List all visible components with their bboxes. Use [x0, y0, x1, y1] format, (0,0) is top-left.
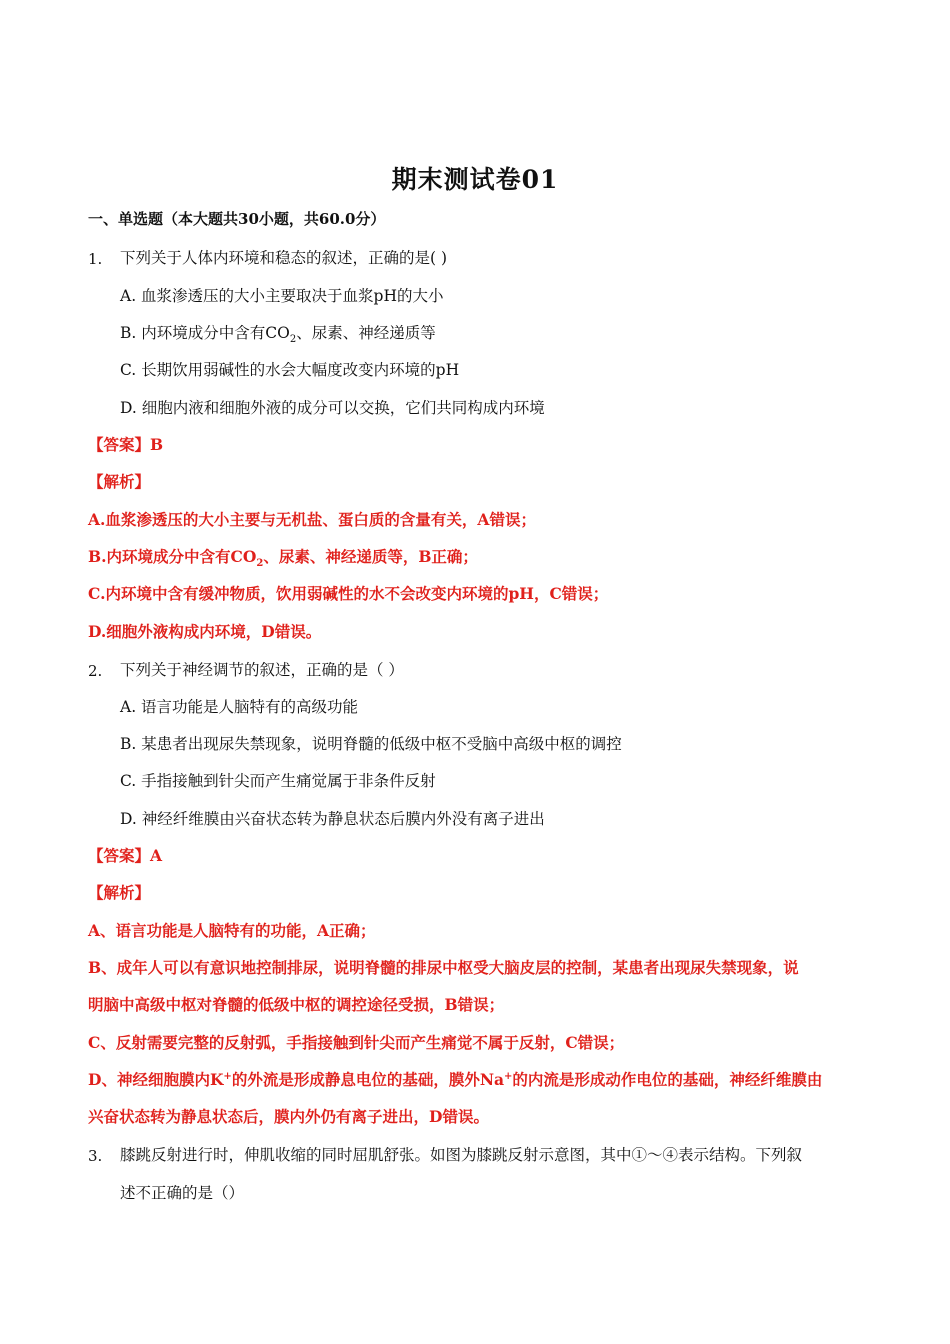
question-2-analysis-line: B、成年人可以有意识地控制排尿，说明脊髓的排尿中枢受大脑皮层的控制，某患者出现尿失禁现象，说 [88, 958, 799, 977]
question-2-analysis-line: 兴奋状态转为静息状态后，膜内外仍有离子进出，D错误。 [88, 1107, 489, 1126]
question-3-stem: 膝跳反射进行时，伸肌收缩的同时屈肌舒张。如图为膝跳反射示意图，其中①～④表示结构。下列叙 [120, 1146, 803, 1164]
question-1-answer: 【答案】B [88, 435, 164, 454]
section-heading: 一、单选题（本大题共30小题，共60.0分） [88, 210, 386, 228]
question-2-option-a: A. 语言功能是人脑特有的高级功能 [120, 698, 359, 716]
question-2-answer: 【答案】A [88, 846, 163, 865]
question-1-option-a: A. 血浆渗透压的大小主要取决于血浆pH的大小 [120, 287, 444, 305]
question-2-option-c: C. 手指接触到针尖而产生痛觉属于非条件反射 [120, 772, 436, 790]
question-2-number: 2. [88, 662, 103, 680]
question-1-analysis-line: C.内环境中含有缓冲物质，饮用弱碱性的水不会改变内环境的pH，C错误； [88, 584, 609, 603]
page-title: 期末测试卷01 [391, 165, 559, 194]
question-1-analysis-line: B.内环境成分中含有$CO_2$、尿素、神经递质等，B正确； [88, 547, 478, 570]
question-2-stem: 下列关于神经调节的叙述，正确的是（ ） [120, 661, 404, 679]
question-2-option-d: D. 神经纤维膜由兴奋状态转为静息状态后膜内外没有离子进出 [120, 810, 545, 828]
question-1-option-b: B. 内环境成分中含有$CO_2$、尿素、神经递质等 [120, 324, 436, 346]
question-3-stem-continued: 述不正确的是（） [120, 1184, 245, 1202]
question-1-number: 1. [88, 250, 103, 268]
question-2-analysis-label: 【解析】 [88, 883, 151, 902]
question-1-stem: 下列关于人体内环境和稳态的叙述，正确的是( ) [120, 249, 448, 267]
question-1-option-d: D. 细胞内液和细胞外液的成分可以交换，它们共同构成内环境 [120, 399, 545, 417]
question-1-analysis-line: D.细胞外液构成内环境，D错误。 [88, 622, 322, 641]
question-3-number: 3. [88, 1147, 103, 1165]
question-2-analysis-line: C、反射需要完整的反射弧，手指接触到针尖而产生痛觉不属于反射，C错误； [88, 1033, 625, 1052]
question-1-option-c: C. 长期饮用弱碱性的水会大幅度改变内环境的pH [120, 361, 460, 379]
question-1-analysis-label: 【解析】 [88, 472, 151, 491]
question-2-analysis-line: A、语言功能是人脑特有的功能，A正确； [88, 921, 376, 940]
question-2-analysis-line: 明脑中高级中枢对脊髓的低级中枢的调控途径受损，B错误； [88, 995, 505, 1014]
question-1-analysis-line: A.血浆渗透压的大小主要与无机盐、蛋白质的含量有关，A错误； [88, 510, 536, 529]
question-2-analysis-line: D、神经细胞膜内K+的外流是形成静息电位的基础，膜外Na+的内流是形成动作电位的基础，神经纤维膜由 [88, 1070, 823, 1089]
question-2-option-b: B. 某患者出现尿失禁现象，说明脊髓的低级中枢不受脑中高级中枢的调控 [120, 735, 622, 753]
